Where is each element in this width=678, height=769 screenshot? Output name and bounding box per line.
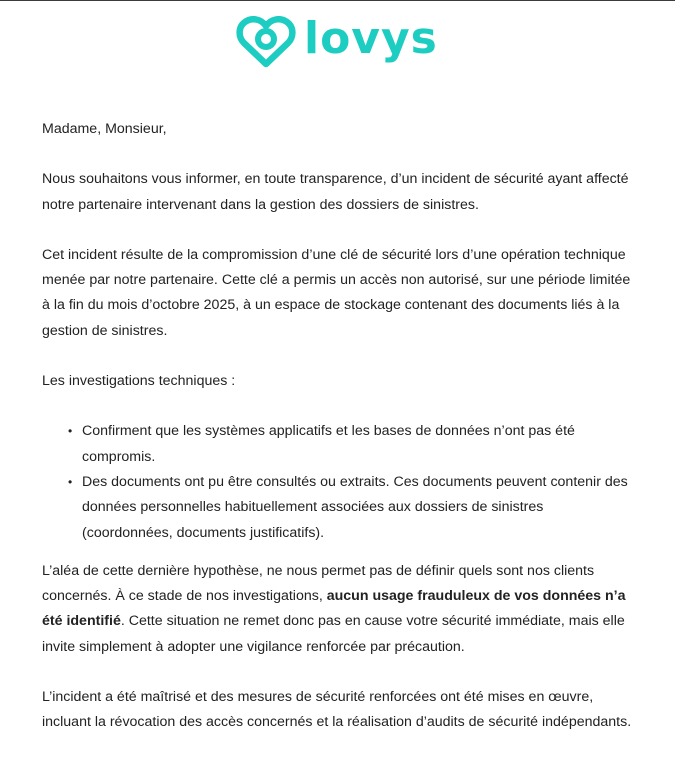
- greeting: Madame, Monsieur,: [42, 121, 167, 137]
- investigations-list: [42, 419, 632, 545]
- paragraph-remediation: L’incident a été maîtrisé et des mesures de sécurité renforcées ont été mises en œuvre, incluant la révocation des accès concernés et la réalisation d’audits de sécurité indépendants.: [42, 689, 632, 731]
- impact-text-start: L’aléa de cette dernière hypothèse, ne nous permet pas de définir quels sont nos clients concernés. À ce stade de nos investigations,: [42, 562, 595, 605]
- list-item: • Des documents ont pu être consultés ou extraits. Ces documents peuvent contenir des données personnelles habituellement associées aux dossiers de sinistres (coordonnées, documents justificatifs).: [82, 470, 632, 546]
- brand-wordmark: lovys: [304, 13, 438, 64]
- list-item: • Confirment que les systèmes applicatifs et les bases de données n’ont pas été compromis.: [82, 419, 632, 470]
- paragraph-incident-notice: Nous souhaitons vous informer, en toute transparence, d’un incident de sécurité ayant affecté notre partenaire intervenant dans la gestion des dossiers de sinistres.: [42, 171, 629, 213]
- impact-text-end: . Cette situation ne remet donc pas en cause votre sécurité immédiate, mais elle invite simplement à adopter une vigilance renforcée par précaution.: [42, 613, 625, 655]
- heart-with-ring-icon: [236, 16, 296, 68]
- paragraph-incident-cause: Cet incident résulte de la compromission d’une clé de sécurité lors d’une opération technique menée par notre partenaire. Cette clé a permis un accès non autorisé, sur une période limitée à la fin du mois d’octobre 2025, à un espace de stockage contenant des documents liés à la gestion de sinistres.: [42, 246, 631, 339]
- brand-logo: [236, 13, 438, 68]
- top-border: [0, 0, 675, 1]
- impact-highlight: aucun usage frauduleux de vos données n’a été identifié: [42, 588, 626, 630]
- paragraph-impact: [42, 559, 632, 660]
- investigations-intro: Les investigations techniques :: [42, 373, 236, 390]
- letter-body: [42, 117, 632, 761]
